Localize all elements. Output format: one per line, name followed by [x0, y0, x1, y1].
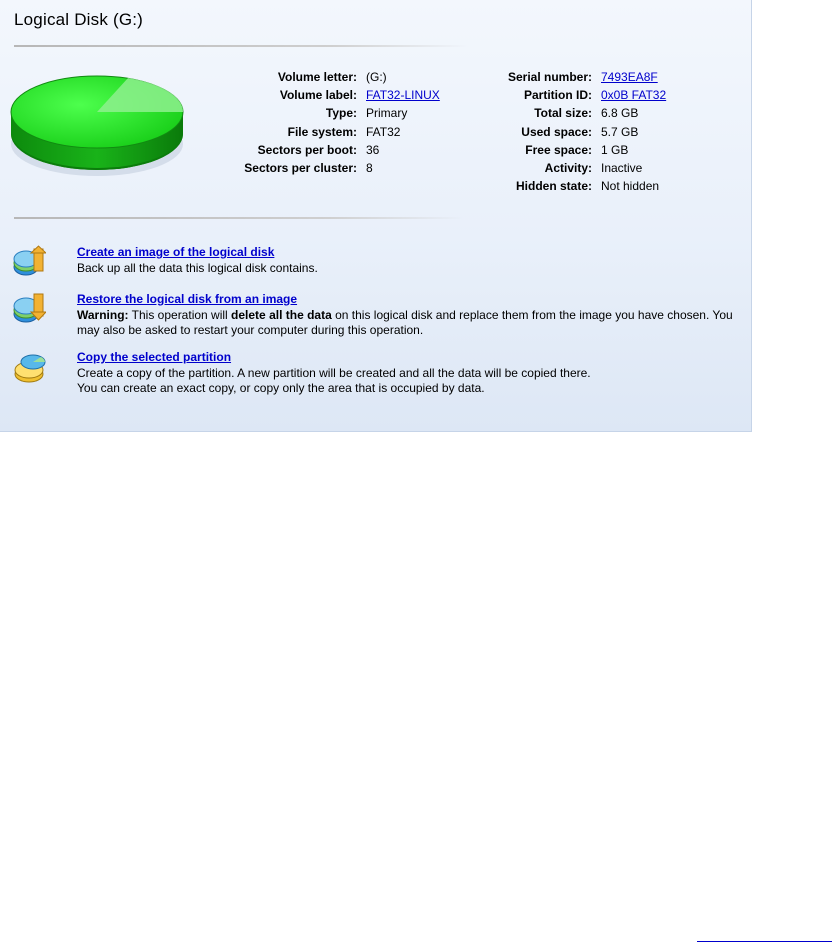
property-row — [470, 159, 666, 177]
property-value: 36 — [366, 142, 380, 157]
property-value: 1 GB — [601, 142, 629, 157]
property-row — [470, 123, 666, 141]
property-row — [470, 104, 666, 122]
copy-partition-link[interactable]: Copy the selected partition — [77, 350, 232, 364]
property-label: Volume label: — [279, 88, 357, 103]
property-label: Type: — [325, 106, 357, 121]
create-image-link[interactable]: Create an image of the logical disk — [77, 245, 275, 259]
properties-right — [470, 68, 666, 195]
copy-partition-icon — [12, 350, 46, 384]
property-label: Hidden state: — [515, 179, 592, 194]
property-label: Volume letter: — [277, 70, 357, 84]
property-label: Used space: — [521, 124, 592, 139]
copy-partition-description-line2: You can create an exact copy, or copy only the area that is occupied by data. — [77, 381, 485, 395]
restore-desc-bold: delete all the data — [231, 307, 332, 322]
property-label: Partition ID: — [524, 88, 592, 103]
property-row — [190, 159, 440, 177]
property-row — [470, 86, 666, 104]
property-row — [190, 68, 440, 86]
page-title: Logical Disk (G:) — [14, 10, 144, 29]
properties-left — [190, 68, 440, 177]
restore-desc-part-a: This operation will — [128, 307, 232, 322]
property-value: 5.7 GB — [601, 124, 639, 139]
restore-image-icon — [12, 292, 46, 326]
property-value: Primary — [366, 106, 408, 121]
property-label: Total size: — [534, 106, 592, 121]
warning-label: Warning: — [77, 307, 129, 322]
property-value-link[interactable]: 7493EA8F — [601, 70, 658, 84]
property-row — [190, 104, 440, 122]
property-row — [190, 123, 440, 141]
property-label: Activity: — [544, 161, 592, 176]
property-row — [470, 177, 666, 195]
property-row — [190, 86, 440, 104]
footer-link-underline[interactable] — [697, 941, 832, 942]
property-value: 8 — [366, 161, 373, 176]
title-divider — [14, 45, 468, 47]
property-label: Sectors per boot: — [257, 142, 357, 157]
property-row — [470, 141, 666, 159]
property-value: 6.8 GB — [601, 106, 639, 121]
tasks-divider — [14, 217, 464, 219]
property-label: Sectors per cluster: — [244, 161, 357, 176]
restore-image-description — [77, 308, 757, 339]
property-value: (G:) — [366, 70, 387, 84]
property-label: File system: — [287, 124, 357, 139]
property-value: Inactive — [601, 161, 643, 176]
property-value: FAT32 — [366, 124, 401, 139]
property-label: Serial number: — [507, 70, 592, 84]
disk-usage-pie-icon — [8, 64, 186, 180]
property-row — [470, 68, 666, 86]
copy-partition-description-line1: Create a copy of the partition. A new partition will be created and all the data will be copied there. — [77, 365, 591, 380]
create-image-description: Back up all the data this logical disk contains. — [77, 260, 318, 275]
backup-image-icon — [12, 245, 46, 279]
property-value-link[interactable]: FAT32-LINUX — [366, 88, 440, 103]
property-value-link[interactable]: 0x0B FAT32 — [601, 88, 667, 103]
property-value: Not hidden — [601, 179, 660, 194]
restore-image-link[interactable]: Restore the logical disk from an image — [77, 292, 298, 306]
logical-disk-panel — [0, 0, 752, 432]
property-label: Free space: — [525, 142, 592, 157]
restore-desc-part-b: on this logical disk and replace them from the image you have chosen. You may also be asked to restart your computer during this operation. — [77, 307, 733, 337]
property-row — [190, 141, 440, 159]
